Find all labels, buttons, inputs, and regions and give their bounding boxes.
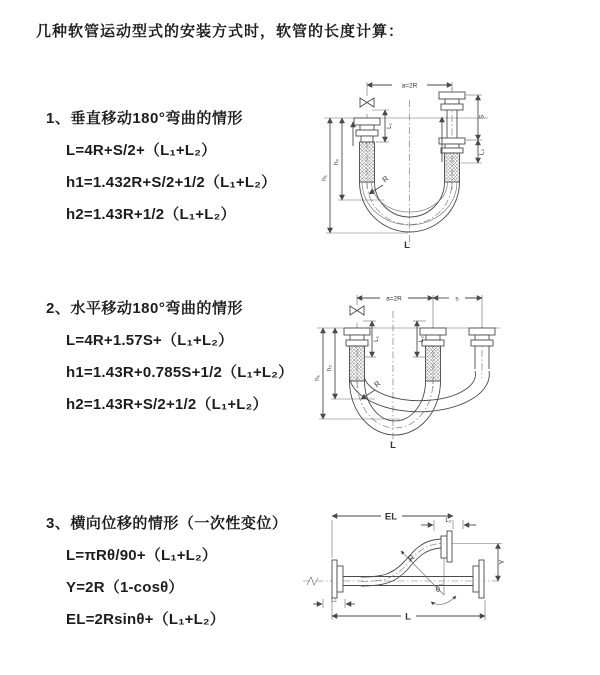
diagram-vertical-180-bend	[310, 70, 595, 265]
dim-label-a2r: a=2R	[386, 295, 402, 303]
hose-curve	[350, 378, 441, 435]
valve-icon	[360, 98, 374, 107]
flange	[441, 536, 447, 558]
radius-label: R	[380, 173, 391, 185]
hose-curve	[361, 539, 441, 577]
page-title: 几种软管运动型式的安装方式时，软管的长度计算：	[36, 23, 405, 40]
formula-2-h2: h2=1.43R+S/2+1/2（L₁+L₂）	[66, 396, 268, 413]
braided-hose	[360, 142, 375, 182]
section-2-heading: 2、水平移动180°弯曲的情形	[46, 300, 243, 317]
formula-1-h1: h1=1.432R+S/2+1/2（L₁+L₂）	[66, 174, 277, 191]
formula-2-L: L=4R+1.57S+（L₁+L₂）	[66, 332, 234, 349]
diagram-horizontal-180-bend	[305, 283, 600, 458]
dim-label-l1: L₁	[331, 596, 337, 604]
dim-label-a2r: a=2R	[401, 82, 418, 90]
dim-label-s: S	[478, 114, 486, 120]
braided-hose	[445, 153, 460, 182]
dim-label-h1: h₁	[314, 375, 321, 381]
length-label: L	[390, 440, 396, 451]
dim-label-l2: L₂	[478, 148, 486, 156]
flange	[354, 118, 380, 125]
flange-right	[469, 328, 495, 369]
dim-label-l2: L₂	[445, 517, 452, 524]
valve-icon	[350, 306, 364, 315]
flange	[439, 92, 465, 99]
dim-label-el: EL	[384, 511, 398, 523]
dim-label-s: s	[455, 295, 459, 303]
diagram-lateral-displacement	[295, 498, 600, 648]
radius-label: R	[372, 378, 383, 390]
dim-label-l1: L₁	[373, 336, 380, 342]
length-label: L	[404, 240, 410, 251]
dim-label-l2: L₂	[418, 335, 425, 343]
dim-label-h1: h₁	[321, 175, 328, 181]
radius-label: R	[406, 552, 417, 564]
section-1-heading: 1、垂直移动180°弯曲的情形	[46, 110, 243, 127]
formula-3-EL: EL=2Rsinθ+（L₁+L₂）	[66, 611, 225, 628]
formula-1-h2: h2=1.43R+1/2（L₁+L₂）	[66, 206, 236, 223]
formula-1-L: L=4R+S/2+（L₁+L₂）	[66, 142, 217, 159]
formula-3-Y: Y=2R（1-cosθ）	[66, 579, 184, 596]
formula-3-L: L=πRθ/90+（L₁+L₂）	[66, 547, 218, 564]
angle-label: θ	[435, 585, 441, 594]
flange-left	[344, 328, 370, 381]
length-label: L	[405, 611, 411, 623]
dim-label-y: Y	[497, 559, 506, 565]
section-3-heading: 3、横向位移的情形（一次性变位）	[46, 515, 288, 532]
dim-label-h2: h₂	[333, 158, 340, 166]
flange	[332, 560, 337, 598]
formula-2-h1: h1=1.43R+0.785S+1/2（L₁+L₂）	[66, 364, 294, 381]
dim-label-l1: L₁	[386, 123, 393, 129]
flange	[473, 566, 479, 592]
dim-label-h2: h₂	[326, 364, 333, 372]
